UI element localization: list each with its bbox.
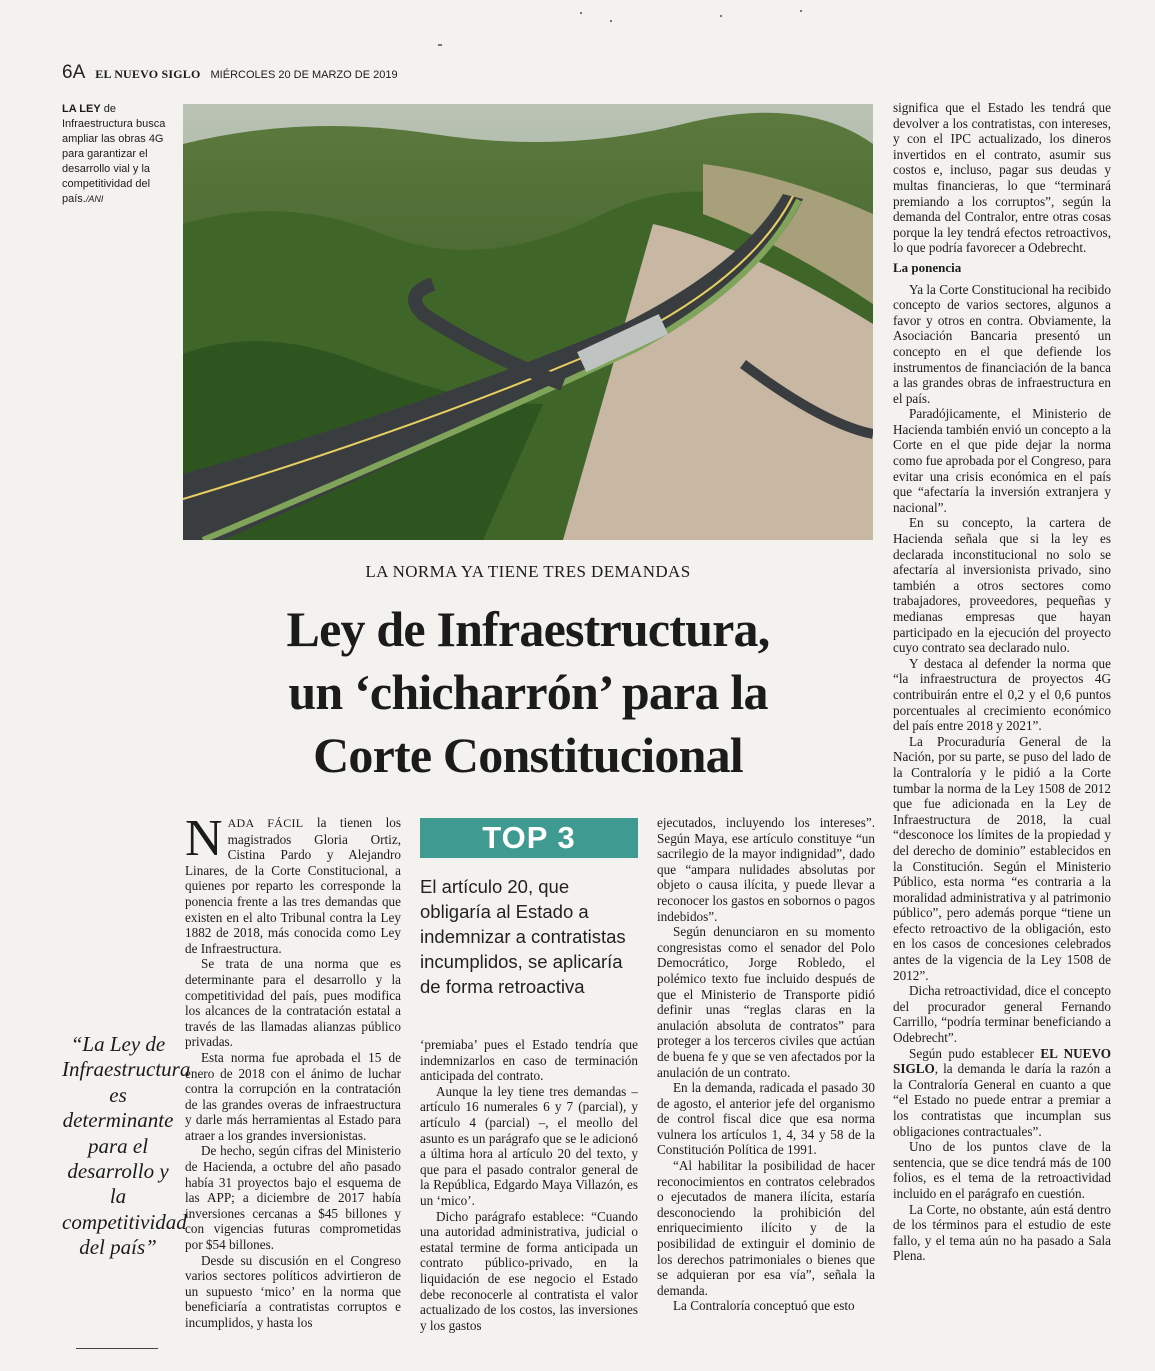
paragraph [185,810,401,956]
page-number: 6A [62,62,86,83]
paragraph-text: Según pudo establecer [909,1045,1041,1061]
subheading: La ponencia [893,259,962,275]
paragraph: Paradójicamente, el Ministerio de Hacienda también envió un concepto a la Corte en el que pide dejar la norma como fue aprobada por el Congreso, para evitar una crisis económica en el país que “afectaría la inversión extranjera y nacional”. [893,406,1111,515]
top3-text: El artículo 20, que obligaría al Estado a indemnizar a contratistas incumplidos, se aplicaría de forma retroactiva [420,876,626,997]
paragraph [893,1046,1111,1140]
caption-credit: /ANI [85,194,104,204]
highway-aerial-photo-icon [183,104,873,540]
pull-quote-rule [76,1348,158,1349]
top3-banner: TOP 3 [420,818,638,858]
scan-speck [438,44,442,46]
article-column-2 [420,1037,638,1333]
paragraph: Esta norma fue aprobada el 15 de enero de 2018 con el ánimo de luchar contra la corrupción en la contratación de las grandes overas de infraestructura y darle más herramientas al Estado para atraer a los grandes inversionistas. [185,1049,401,1143]
article-column-3 [657,815,875,1314]
paragraph: Se trata de una norma que es determinante para el desarrollo y la competitividad del país, pues modifica los alcances de la contratación estatal a través de las llamadas alianzas público privadas. [185,956,401,1050]
caption-lead: LA LEY [62,103,101,115]
paragraph: Y destaca al defender la norma que “la infraestructura de proyectos 4G contribuirán entre el 0,2 y el 0,6 puntos porcentuales al crecimiento económico del país entre 2018 y 2021”. [893,655,1111,734]
paragraph: Desde su discusión en el Congreso varios sectores políticos advirtieron de un supuesto ‘mico’ en la norma que beneficiaría a contratistas corruptos e incumplidos, y hasta los [185,1252,401,1330]
paragraph: La Contraloría conceptuó que esto [673,1298,855,1314]
issue-date: MIÉRCOLES 20 DE MARZO DE 2019 [210,69,398,81]
article-column-4 [893,100,1111,1264]
article-column-1 [185,810,401,1331]
kicker: LA NORMA YA TIENE TRES DEMANDAS [365,562,691,581]
scan-speck [720,15,722,17]
newspaper-mention: EL NUEVO SIGLO [893,1045,1111,1077]
paragraph: La Corte, no obstante, aún está dentro de los términos para el estudio de este fallo, y el tema aún no ha pasado a Sala Plena. [893,1201,1111,1264]
paragraph: Aunque la ley tiene tres demandas –artículo 16 numerales 6 y 7 (parcial), y artículo 4 (parcial) –, el meollo del asunto es un parágrafo que se le adicionó a última hora al artículo 20 del texto, y que para el pasado contralor general de la República, Edgardo Maya Villazón, es un ‘mico’. [420,1083,638,1208]
paragraph: En la demanda, radicada el pasado 30 de agosto, el anterior jefe del organismo de control fiscal dice que esa norma vulnera los artículos 1, 4, 34 y 58 de la Constitución Política de 1991. [657,1080,875,1158]
paragraph-text: , la demanda le daría la razón a la Contraloría General en cuanto a que “el Estado no puede entrar a premiar a los contratistas que incumplan sus obligaciones contractuales”. [893,1061,1111,1139]
paragraph: Según denunciaron en su momento congresistas como el senador del Polo Democrático, Jorge Robledo, el polémico texto fue incluido después de que el Ministerio de Transporte pidió definir unas “reglas claras en la anulación absoluta de contratos” para proteger a los terceros civiles que actúan de buena fe y que se ven afectados por la anulación de un contrato. [657,924,875,1080]
drop-cap: N [185,810,223,867]
paragraph: Dicho parágrafo establece: “Cuando una autoridad administrativa, judicial o estatal termine de forma anticipada un contrato público-privado, en la liquidación de ese negocio el Estado debe reconocerle al contratista el valor actualizado de los costos, las inversiones y los gastos [420,1208,638,1333]
highway-aerial-photo [183,104,873,540]
paragraph: De hecho, según cifras del Ministerio de Hacienda, a octubre del año pasado había 31 proyectos bajo el esquema de las APP; a diciembre de 2017 había inversiones cercanas a $45 billones y con vigencias futuras comprometidas por $54 billones. [185,1143,401,1253]
paragraph: ejecutados, incluyendo los intereses”. Según Maya, ese artículo constituye “un sacrilegio de la mayor indignidad”, dado que “ampara nulidades absolutas por objeto o causa ilícita, y puede llevar a reconocer los gastos en sobornos o pagos indebidos”. [657,815,875,924]
paragraph: “Al habilitar la posibilidad de hacer reconocimientos en contratos celebrados o ejecutados de manera ilícita, estaría desconociendo la prohibición del enriquecimiento ilícito y de la posibilidad de extinguir el dominio de los derechos patrimoniales o bienes que se adquieran por esa vía”, señala la demanda. [657,1158,875,1298]
pull-quote: “La Ley de Infraestructura es determinante para el desarrollo y la competitividad del país” [62,1032,191,1260]
newspaper-name: EL NUEVO SIGLO [95,67,201,81]
scan-speck [800,10,802,12]
paragraph: ‘premiaba’ pues el Estado tendría que indemnizarlos en caso de terminación anticipada del contrato. [420,1037,638,1084]
headline [183,598,873,787]
scan-speck [580,12,582,14]
paragraph: significa que el Estado les tendrá que devolver a los contratistas, con intereses, y con el IPC actualizado, los dineros invertidos en el contrato, asumir sus costos e, incluso, pagar sus deudas y multas financieras, lo que “terminará premiando a los corruptos”, según la demanda del Contralor, entre otras cosas porque la ley tendrá efectos retroactivos, lo que podría favorecer a Odebrecht. [893,100,1111,256]
photo-caption [62,102,174,207]
caption-text: de Infraestructura busca ampliar las obras 4G para garantizar el desarrollo vial y la competitividad del país. [62,103,166,205]
lead-in: ADA FÁCIL [227,816,304,830]
paragraph: En su concepto, la cartera de Hacienda señala que si la ley es declarada inconstitucional no solo se afectaría al inversionista privado, sino también a otros sectores como trabajadores, proveedores, pequeñas y medianas empresas que hayan participado en la ejecución del proyecto cuyo contrato sea declarado nulo. [893,515,1111,656]
paragraph: Ya la Corte Constitucional ha recibido concepto de varios sectores, algunos a favor y otros en contra. Obviamente, la Asociación Bancaria presentó un concepto en el que defiende los instrumentos de financiación de la banca a las grandes obras de infraestructura en el país. [893,281,1111,406]
paragraph: La Procuraduría General de la Nación, por su parte, se puso del lado de la Contraloría y le pidió a la Corte tumbar la norma de la Ley 1508 de 2012 que fue adicionada en la Ley de Infraestructura de 2018, la cual “desconoce los límites de la propiedad y del derecho de dominio” establecidos en la Constitución. Según el Ministerio Público, esta norma “es contraria a la moralidad administrativa y al patrimonio público”, pero además porque “tiene un efecto retroactivo de la obligación, esto en los casos de concesiones celebrados antes de la vigencia de la Ley 1508 de 2012”. [893,733,1111,983]
paragraph: Uno de los puntos clave de la sentencia, que se dice tendrá más de 100 folios, es el tema de la retroactividad incluido en el parágrafo en cuestión. [893,1139,1111,1201]
headline-line: Ley de Infraestructura, [286,601,770,657]
headline-line: Corte Constitucional [313,727,743,783]
headline-line: un ‘chicharrón’ para la [288,664,768,720]
paragraph-text: la tienen los magistrados Gloria Ortiz, Cistina Pardo y Alejandro Linares, de la Corte Constitucional, a quienes por reparto les corresponde la ponencia frente a las tres demandas que existen en el alto Tribunal contra la Ley 1882 de 2018, más conocida como Ley de Infraestructura. [185,815,401,956]
paragraph: Dicha retroactividad, dice el concepto del procurador general Fernando Carrillo, “podría terminar beneficiando a Odebrecht”. [893,983,1111,1046]
scan-speck [610,20,612,22]
page-header [62,62,902,84]
